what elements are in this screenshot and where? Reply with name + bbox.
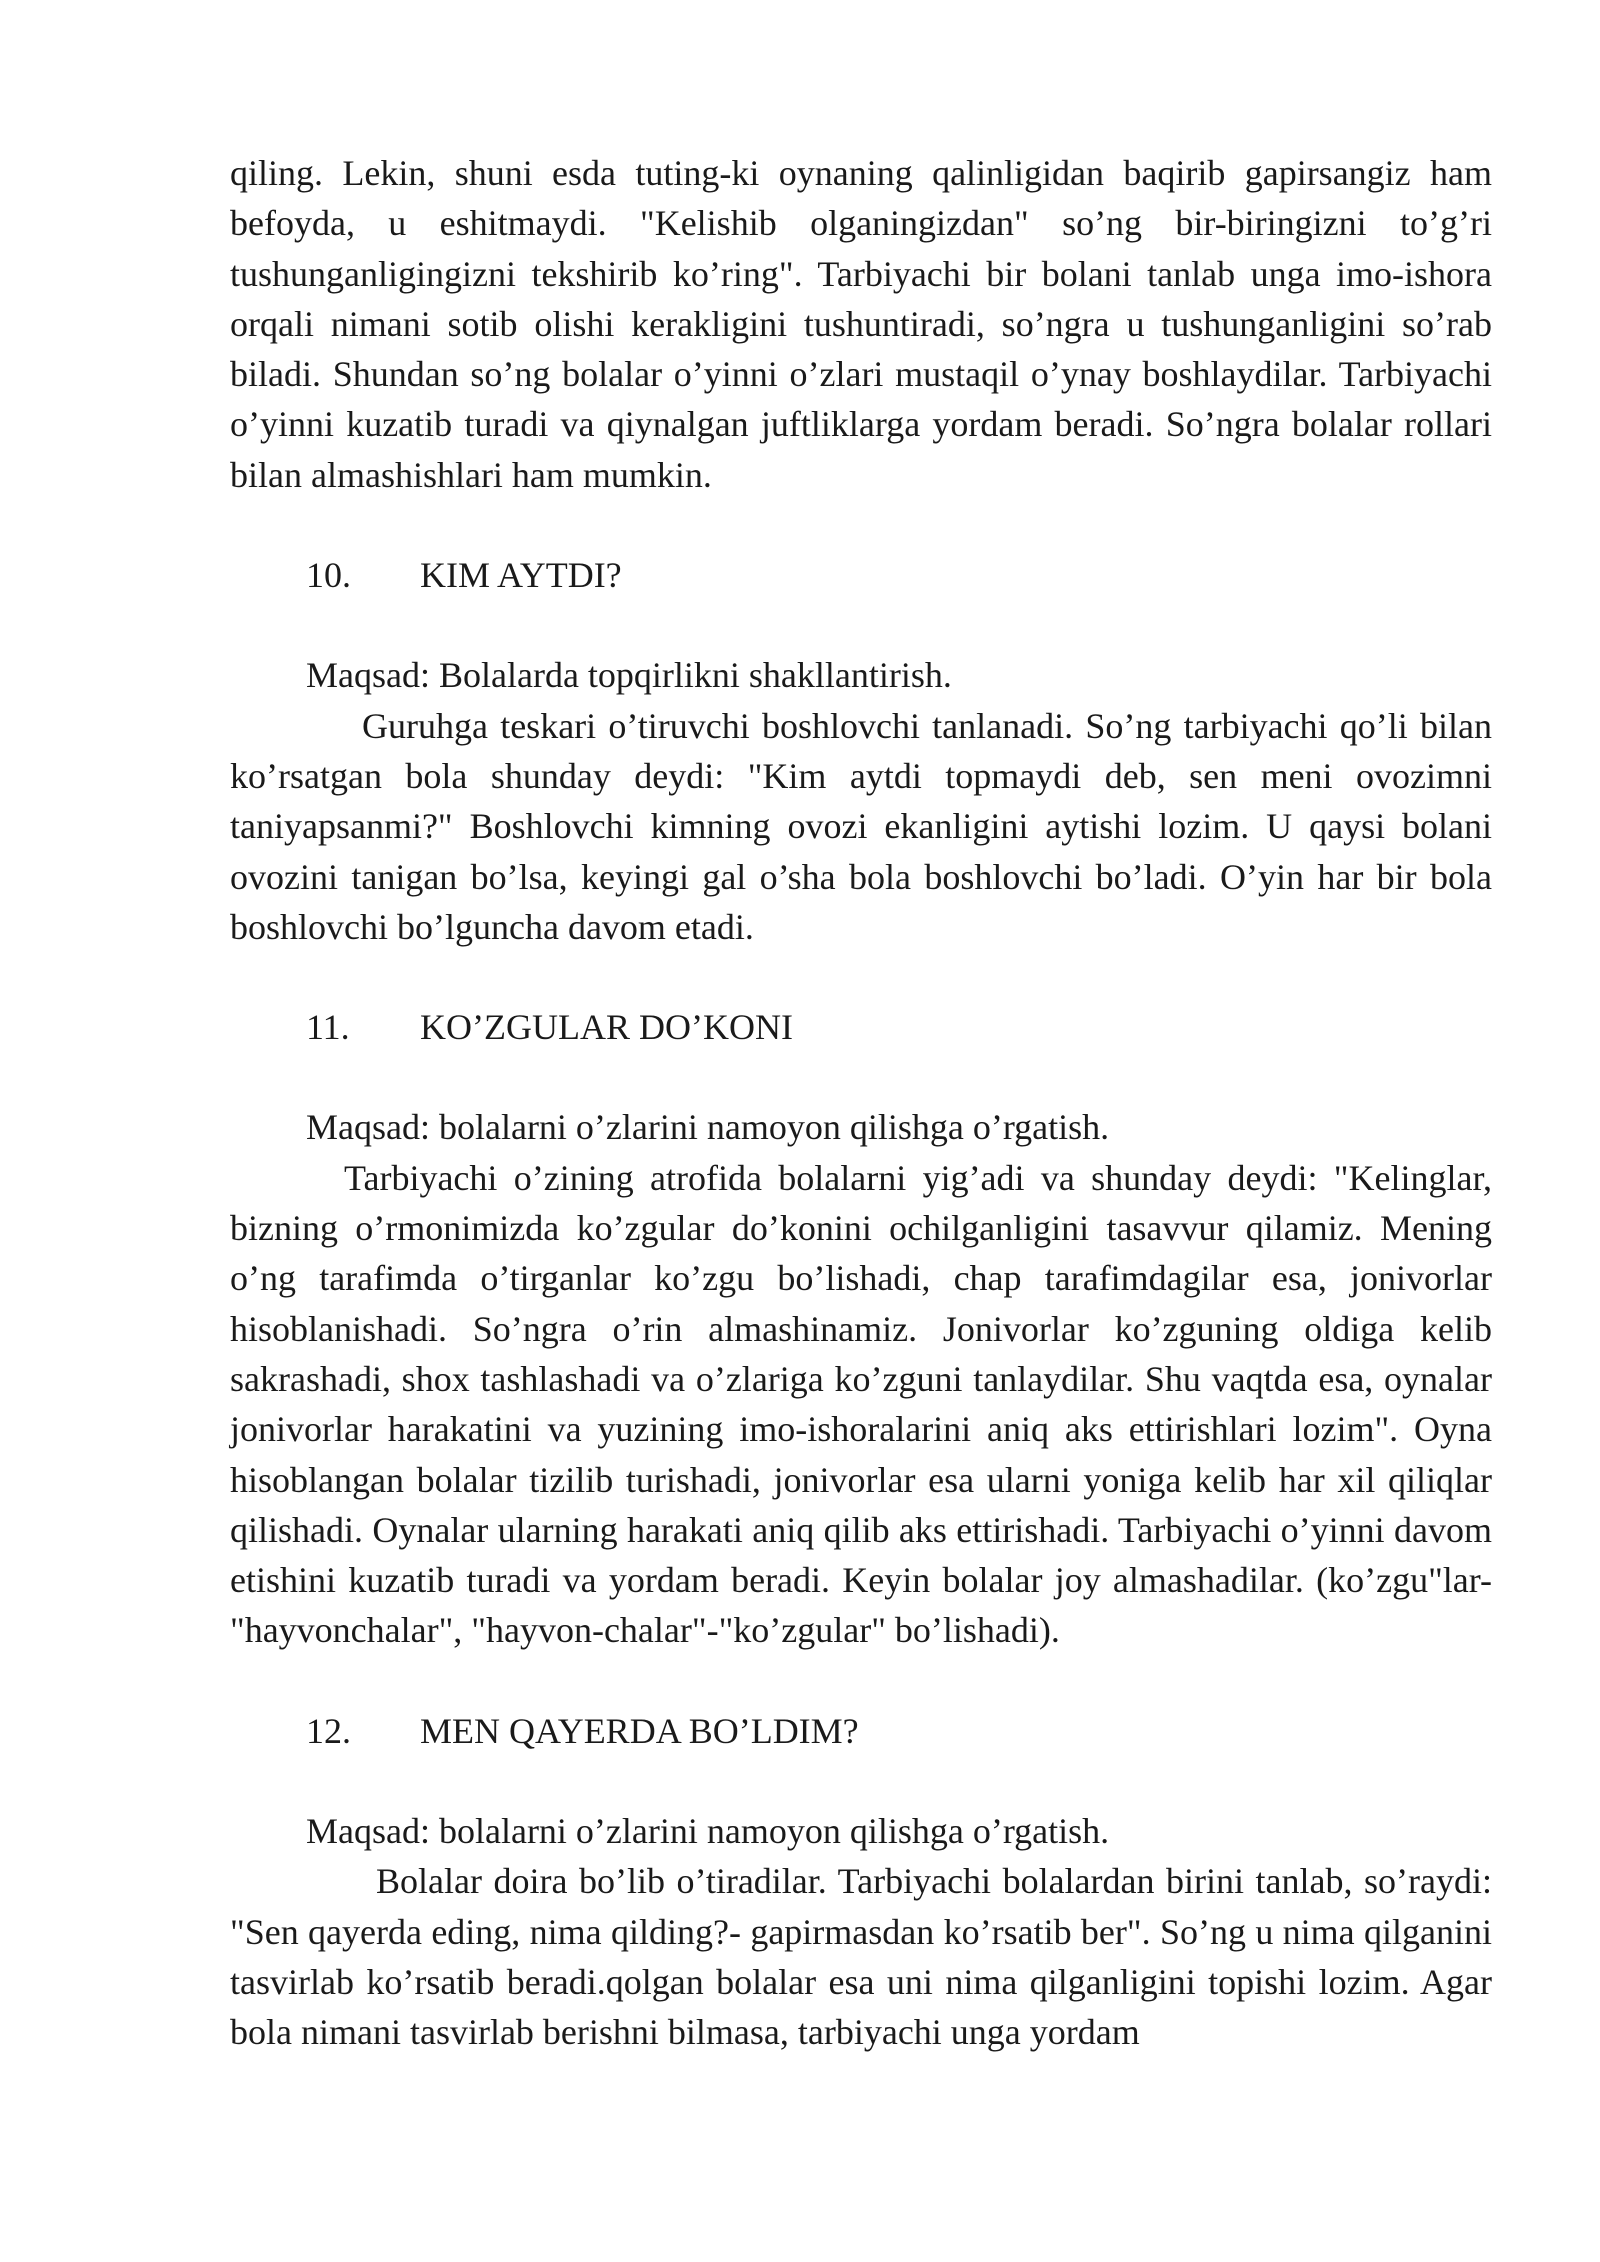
section-number: 10. (306, 555, 351, 596)
section-heading-12 (230, 1706, 1492, 1756)
section-heading-10 (230, 550, 1492, 600)
section-heading-11 (230, 1002, 1492, 1052)
section-goal: Maqsad: Bolalarda topqirlikni shakllantirish. (306, 655, 952, 696)
section-goal: Maqsad: bolalarni o’zlarini namoyon qilishga o’rgatish. (306, 1811, 1110, 1852)
intro-paragraph: qiling. Lekin, shuni esda tuting-ki oynaning qalinligidan baqirib gapirsangiz ham befoyda, u eshitmaydi. "Kelishib olganingizdan" so’ng bir-biringizni to’g’ri tushunganligingizni tekshirib ko’ring". Tarbiyachi bir bolani tanlab unga imo-ishora orqali nimani sotib olishi kerakligini tushuntiradi, so’ngra u tushunganligini so’rab biladi. Shundan so’ng bolalar o’yinni o’zlari mustaqil o’ynay boshlaydilar. Tarbiyachi o’yinni kuzatib turadi va qiynalgan juftliklarga yordam beradi. So’ngra bolalar rollari bilan almashishlari ham mumkin. (230, 153, 1492, 495)
section-number: 12. (306, 1710, 351, 1751)
section-body: Tarbiyachi o’zining atrofida bolalarni yig’adi va shunday deydi: "Kelinglar, bizning o’rmonimizda ko’zgular do’konini ochilganligini tasavvur qilamiz. Mening o’ng tarafimda o’tirganlar ko’zgu bo’lishadi, chap tarafimdagilar esa, jonivorlar hisoblanishadi. So’ngra o’rin almashinamiz. Jonivorlar ko’zguning oldiga kelib sakrashadi, shox tashlashadi va o’zlariga ko’zguni tanlaydilar. Shu vaqtda esa, oynalar jonivorlar harakatini va yuzining imo-ishoralarini aniq aks ettirishlari lozim". Oyna hisoblangan bolalar tizilib turishadi, jonivorlar esa ularni yoniga kelib har xil qiliqlar qilishadi. Oynalar ularning harakati aniq qilib aks ettirishadi. Tarbiyachi o’yinni davom etishini kuzatib turadi va yordam beradi. Keyin bolalar joy almashadilar. (ko’zgu"lar-"hayvonchalar", "hayvon-chalar"-"ko’zgular" bo’lishadi). (230, 1157, 1492, 1651)
section-body: Guruhga teskari o’tiruvchi boshlovchi tanlanadi. So’ng tarbiyachi qo’li bilan ko’rsatgan bola shunday deydi: "Kim aytdi topmaydi deb, sen meni ovozimni taniyapsanmi?" Boshlovchi kimning ovozi ekanligini aytishi lozim. U qaysi bolani ovozini tanigan bo’lsa, keyingi gal o’sha bola boshlovchi bo’ladi. O’yin har bir bola boshlovchi bo’lguncha davom etadi. (230, 705, 1492, 947)
section-body: Bolalar doira bo’lib o’tiradilar. Tarbiyachi bolalardan birini tanlab, so’raydi: "Sen qayerda eding, nima qilding?- gapirmasdan ko’rsatib ber". So’ng u nima qilganini tasvirlab ko’rsatib beradi.qolgan bolalar esa uni nima qilganligini topishi lozim. Agar bola nimani tasvirlab berishni bilmasa, tarbiyachi unga yordam (230, 1861, 1492, 2053)
document-page (230, 148, 1492, 2058)
section-title: KIM AYTDI? (420, 555, 622, 596)
section-number: 11. (306, 1007, 350, 1048)
section-goal: Maqsad: bolalarni o’zlarini namoyon qilishga o’rgatish. (306, 1107, 1110, 1148)
section-title: MEN QAYERDA BO’LDIM? (420, 1710, 859, 1751)
section-title: KO’ZGULAR DO’KONI (420, 1007, 793, 1048)
